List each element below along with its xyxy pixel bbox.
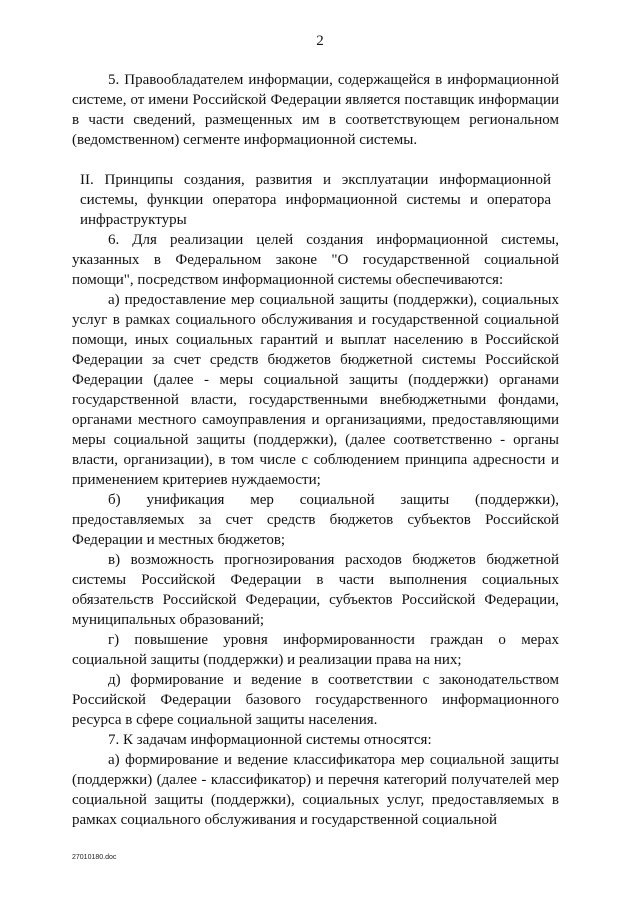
paragraph-5: 5. Правообладателем информации, содержащейся в информационной системе, от имени Российской Федерации является поставщик информации в части сведений, размещенных им в соответствующем региональном (ведомственном) сегменте информационной системы. [72,72,559,148]
paragraph-6v: в) возможность прогнозирования расходов бюджетов бюджетной системы Российской Федерации в части выполнения социальных обязательств Российской Федерации, субъектов Российской Федерации, муниципальных образований; [72,552,559,628]
section-heading: II. Принципы создания, развития и эксплуатации информационной системы, функции оператора информационной системы и оператора инфраструктуры [80,172,551,228]
paragraph-7: 7. К задачам информационной системы относятся: [108,732,432,748]
paragraph-6d: д) формирование и ведение в соответствии с законодательством Российской Федерации базового государственного информационного ресурса в сфере социальной защиты населения. [72,672,559,728]
document-body [72,70,559,830]
paragraph-6g: г) повышение уровня информированности граждан о мерах социальной защиты (поддержки) и реализации права на них; [72,632,559,668]
file-name-footer: 27010180.doc [72,854,117,861]
paragraph-6: 6. Для реализации целей создания информационной системы, указанных в Федеральном законе "О государственной социальной помощи", посредством информационной системы обеспечиваются: [72,232,559,288]
paragraph-6a: а) предоставление мер социальной защиты (поддержки), социальных услуг в рамках социального обслуживания и государственной социальной помощи, иных социальных гарантий и выплат населению в Российской Федерации за счет средств бюджетов бюджетной системы Российской Федерации (далее - меры социальной защиты (поддержки) органами государственной власти, государственными внебюджетными фондами, органами местного самоуправления и организациями, предоставляющими меры социальной защиты (поддержки), (далее соответственно - органы власти, организации), в том числе с соблюдением принципа адресности и применением критериев нуждаемости; [72,292,559,488]
page-number: 2 [316,33,324,49]
paragraph-7a: а) формирование и ведение классификатора мер социальной защиты (поддержки) (далее - классификатор) и перечня категорий получателей мер социальной защиты (поддержки), социальных услуг, предоставляемых в рамках социального обслуживания и государственной социальной [72,752,559,828]
paragraph-6b: б) унификация мер социальной защиты (поддержки), предоставляемых за счет средств бюджетов субъектов Российской Федерации и местных бюджетов; [72,492,559,548]
